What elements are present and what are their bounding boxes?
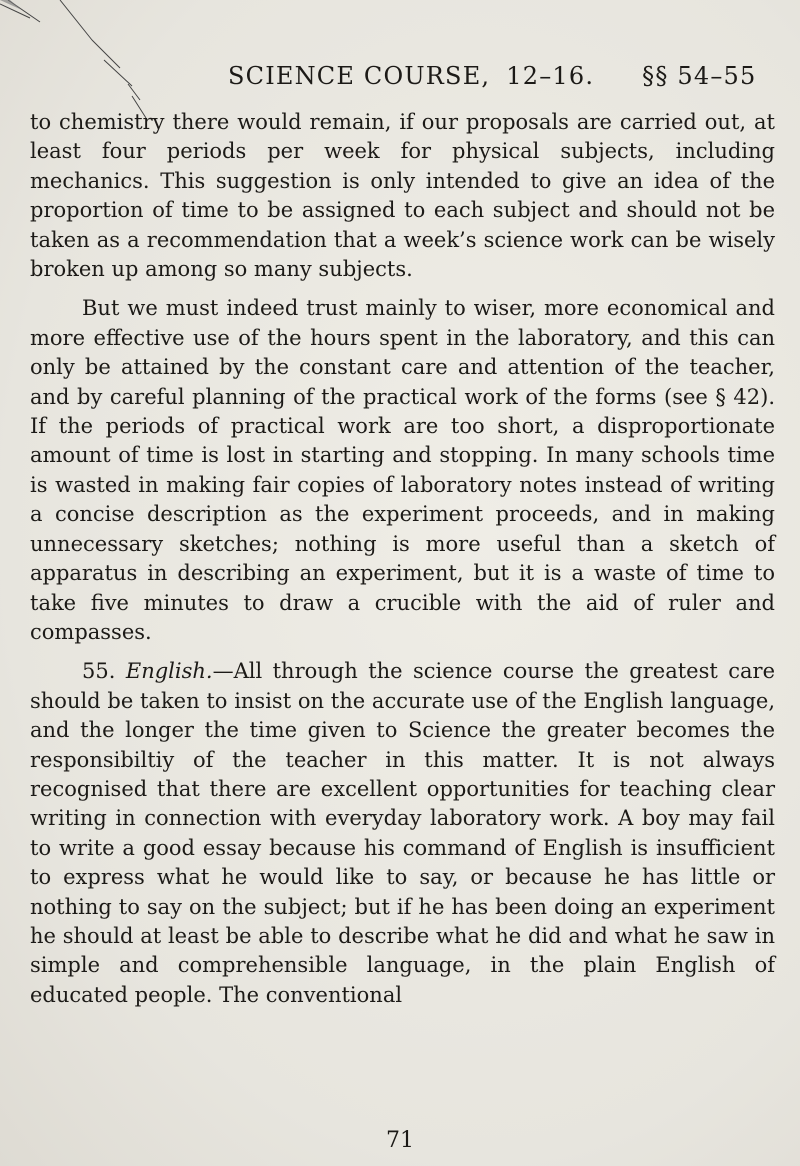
running-head-sections: §§ 54–55 [642,62,757,90]
running-head-title: SCIENCE COURSE, [228,62,491,90]
section-title: English. [125,659,213,684]
page-number: 71 [386,1128,414,1153]
section-text: —All through the science course the greatest care should be taken to insist on the accurate use of the English language, and the longer the time given to Science the greater becomes the responsibiltiy of the teacher in this matter. It is not always recognised that there are excellent opportunities for teaching clear writing in connection with everyday laboratory work. A boy may fail to write a good essay because his command of English is insufficient to express what he would like to say, or because he has little or nothing to say on the subject; but if he has been doing an experiment he should at least be able to describe what he did and what he saw in simple and comprehensible language, in the plain English of educated people. The conventional [30,659,775,1007]
running-head [228,62,770,94]
body-text [30,108,775,1010]
paragraph-section-55 [30,657,775,1010]
paragraph-1: to chemistry there would remain, if our proposals are carried out, at least four periods per week for physical subjects, including mechanics. This suggestion is only intended to give an idea of the proportion of time to be assigned to each subject and should not be taken as a recommendation that a week’s science work can be wisely broken up among so many subjects. [30,110,775,282]
section-number: 55. [82,659,116,684]
running-head-pages: 12–16. [506,62,595,90]
paragraph-2: But we must indeed trust mainly to wiser, more economical and more effective use of the hours spent in the laboratory, and this can only be attained by the constant care and attention of the teacher, and by careful planning of the practical work of the forms (see § 42). If the periods of practical work are too short, a disproportionate amount of time is lost in starting and stopping. In many schools time is wasted in making fair copies of laboratory notes instead of writing a concise description as the experiment proceeds, and in making unnecessary sketches; nothing is more useful than a sketch of apparatus in describing an experiment, but it is a waste of time to take five minutes to draw a crucible with the aid of ruler and compasses. [30,296,775,644]
